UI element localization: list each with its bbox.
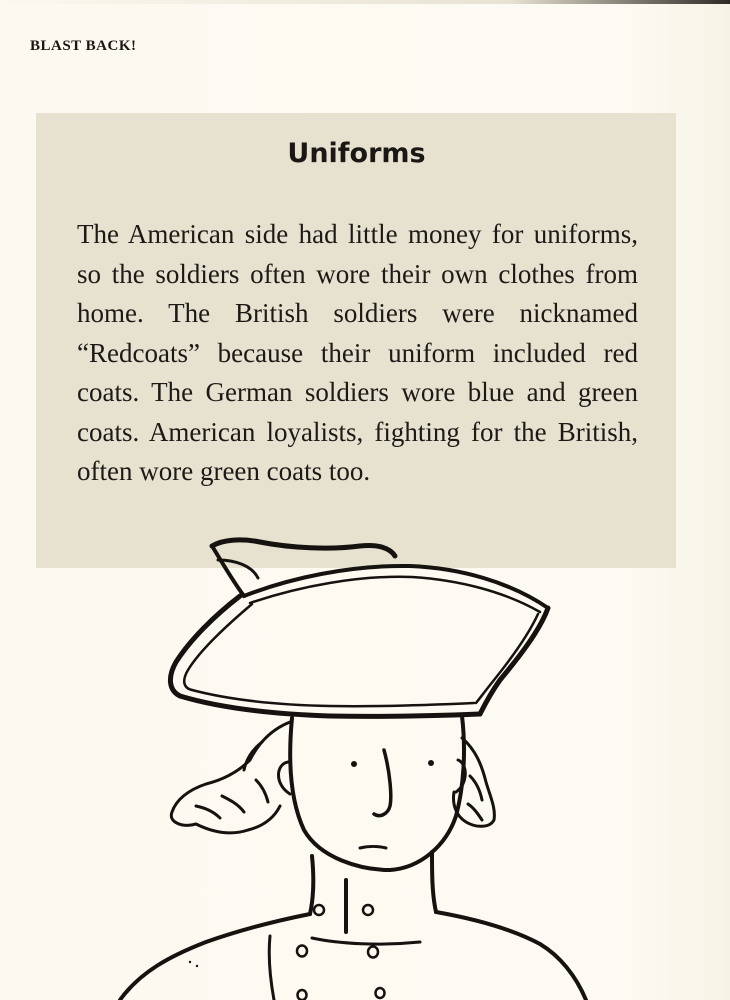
wig-curls-drawing bbox=[171, 722, 494, 833]
running-head: BLAST BACK! bbox=[30, 38, 137, 54]
coat-buttons-drawing bbox=[297, 905, 385, 1000]
sidebar-title: Uniforms bbox=[287, 138, 426, 169]
coat-marks-drawing bbox=[189, 961, 198, 967]
face-drawing bbox=[290, 716, 464, 870]
tricorn-hat-drawing bbox=[170, 540, 548, 716]
sidebar-text: The American side had little money for uniforms, so the soldiers often wore their own clothes from home. The British soldiers were nicknamed “Redcoats” because their uniform included red coats. The German soldiers wore blue and green coats. American loyalists, fighting for the British, often wore green coats too. bbox=[77, 219, 638, 486]
coat-drawing bbox=[120, 912, 586, 1000]
eyes-drawing bbox=[351, 760, 434, 767]
left-ear-drawing bbox=[279, 762, 291, 794]
